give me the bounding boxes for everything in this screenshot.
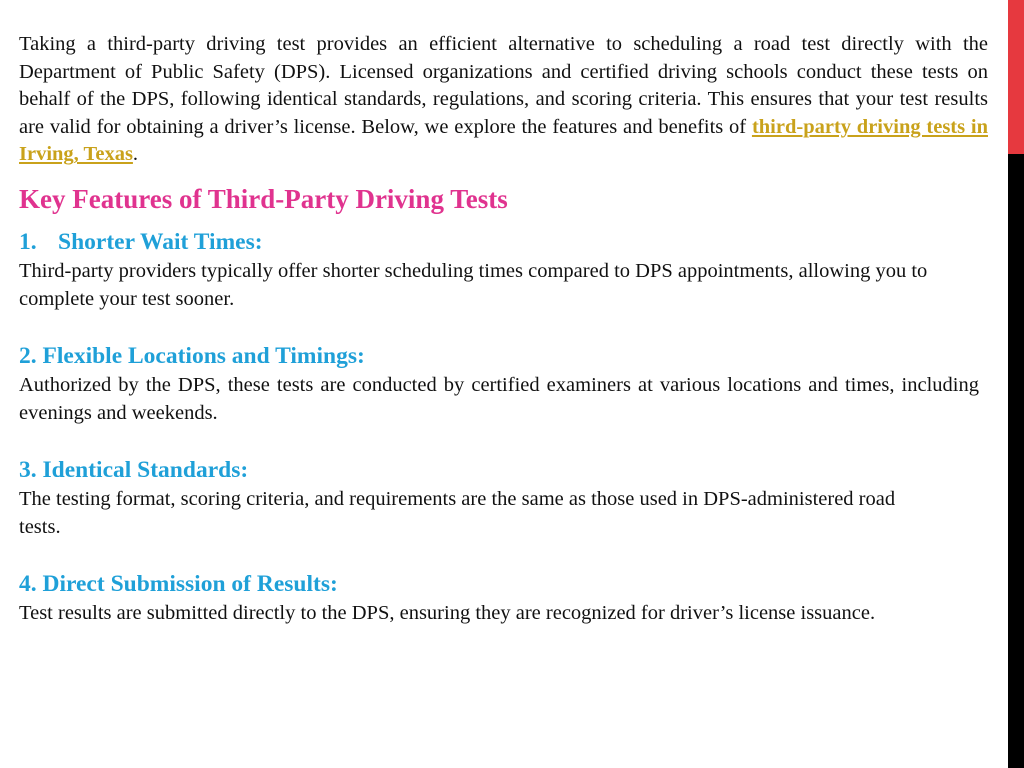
- section-heading: Key Features of Third-Party Driving Tests: [19, 183, 508, 214]
- side-accent-bar-black: [1008, 154, 1024, 768]
- feature-description: The testing format, scoring criteria, and requirements are the same as those used in DPS-administered road tests.: [19, 487, 896, 538]
- feature-number: 1.: [19, 228, 37, 255]
- irving-driving-tests-link[interactable]: third-party driving tests in Irving, Texas: [19, 115, 988, 166]
- feature-title: [19, 455, 988, 485]
- feature-item: [19, 227, 988, 313]
- feature-item: [19, 455, 988, 541]
- intro-text-end: .: [132, 143, 139, 166]
- feature-number: 2.: [19, 342, 37, 369]
- intro-text: Taking a third-party driving test provides an efficient alternative to scheduling a road test directly with the Department of Public Safety (DPS). Licensed organizations and certified driving schools conduct these tests on behalf of the DPS, following identical standards, regulations, and scoring criteria. This ensures that your test results are valid for obtaining a driver’s license. Below, we explore the features and benefits of: [19, 33, 988, 138]
- feature-title-text: Shorter Wait Times:: [58, 228, 263, 255]
- slide-content: [19, 31, 988, 627]
- feature-item: [19, 341, 988, 427]
- feature-title: [19, 569, 988, 599]
- feature-title-text: Flexible Locations and Timings:: [42, 342, 365, 369]
- feature-description: Test results are submitted directly to the DPS, ensuring they are recognized for driver’s license issuance.: [19, 601, 876, 624]
- side-accent-bar-red: [1008, 0, 1024, 154]
- feature-number: 4.: [19, 570, 37, 597]
- feature-number: 3.: [19, 456, 37, 483]
- feature-title-text: Identical Standards:: [42, 456, 249, 483]
- intro-paragraph: [19, 31, 988, 169]
- feature-description: Authorized by the DPS, these tests are conducted by certified examiners at various locations and times, including evenings and weekends.: [19, 373, 979, 424]
- feature-title: [19, 341, 988, 371]
- feature-description: Third-party providers typically offer shorter scheduling times compared to DPS appointments, allowing you to complete your test sooner.: [19, 259, 928, 310]
- feature-item: [19, 569, 988, 627]
- feature-title: [19, 227, 988, 257]
- feature-title-text: Direct Submission of Results:: [42, 570, 338, 597]
